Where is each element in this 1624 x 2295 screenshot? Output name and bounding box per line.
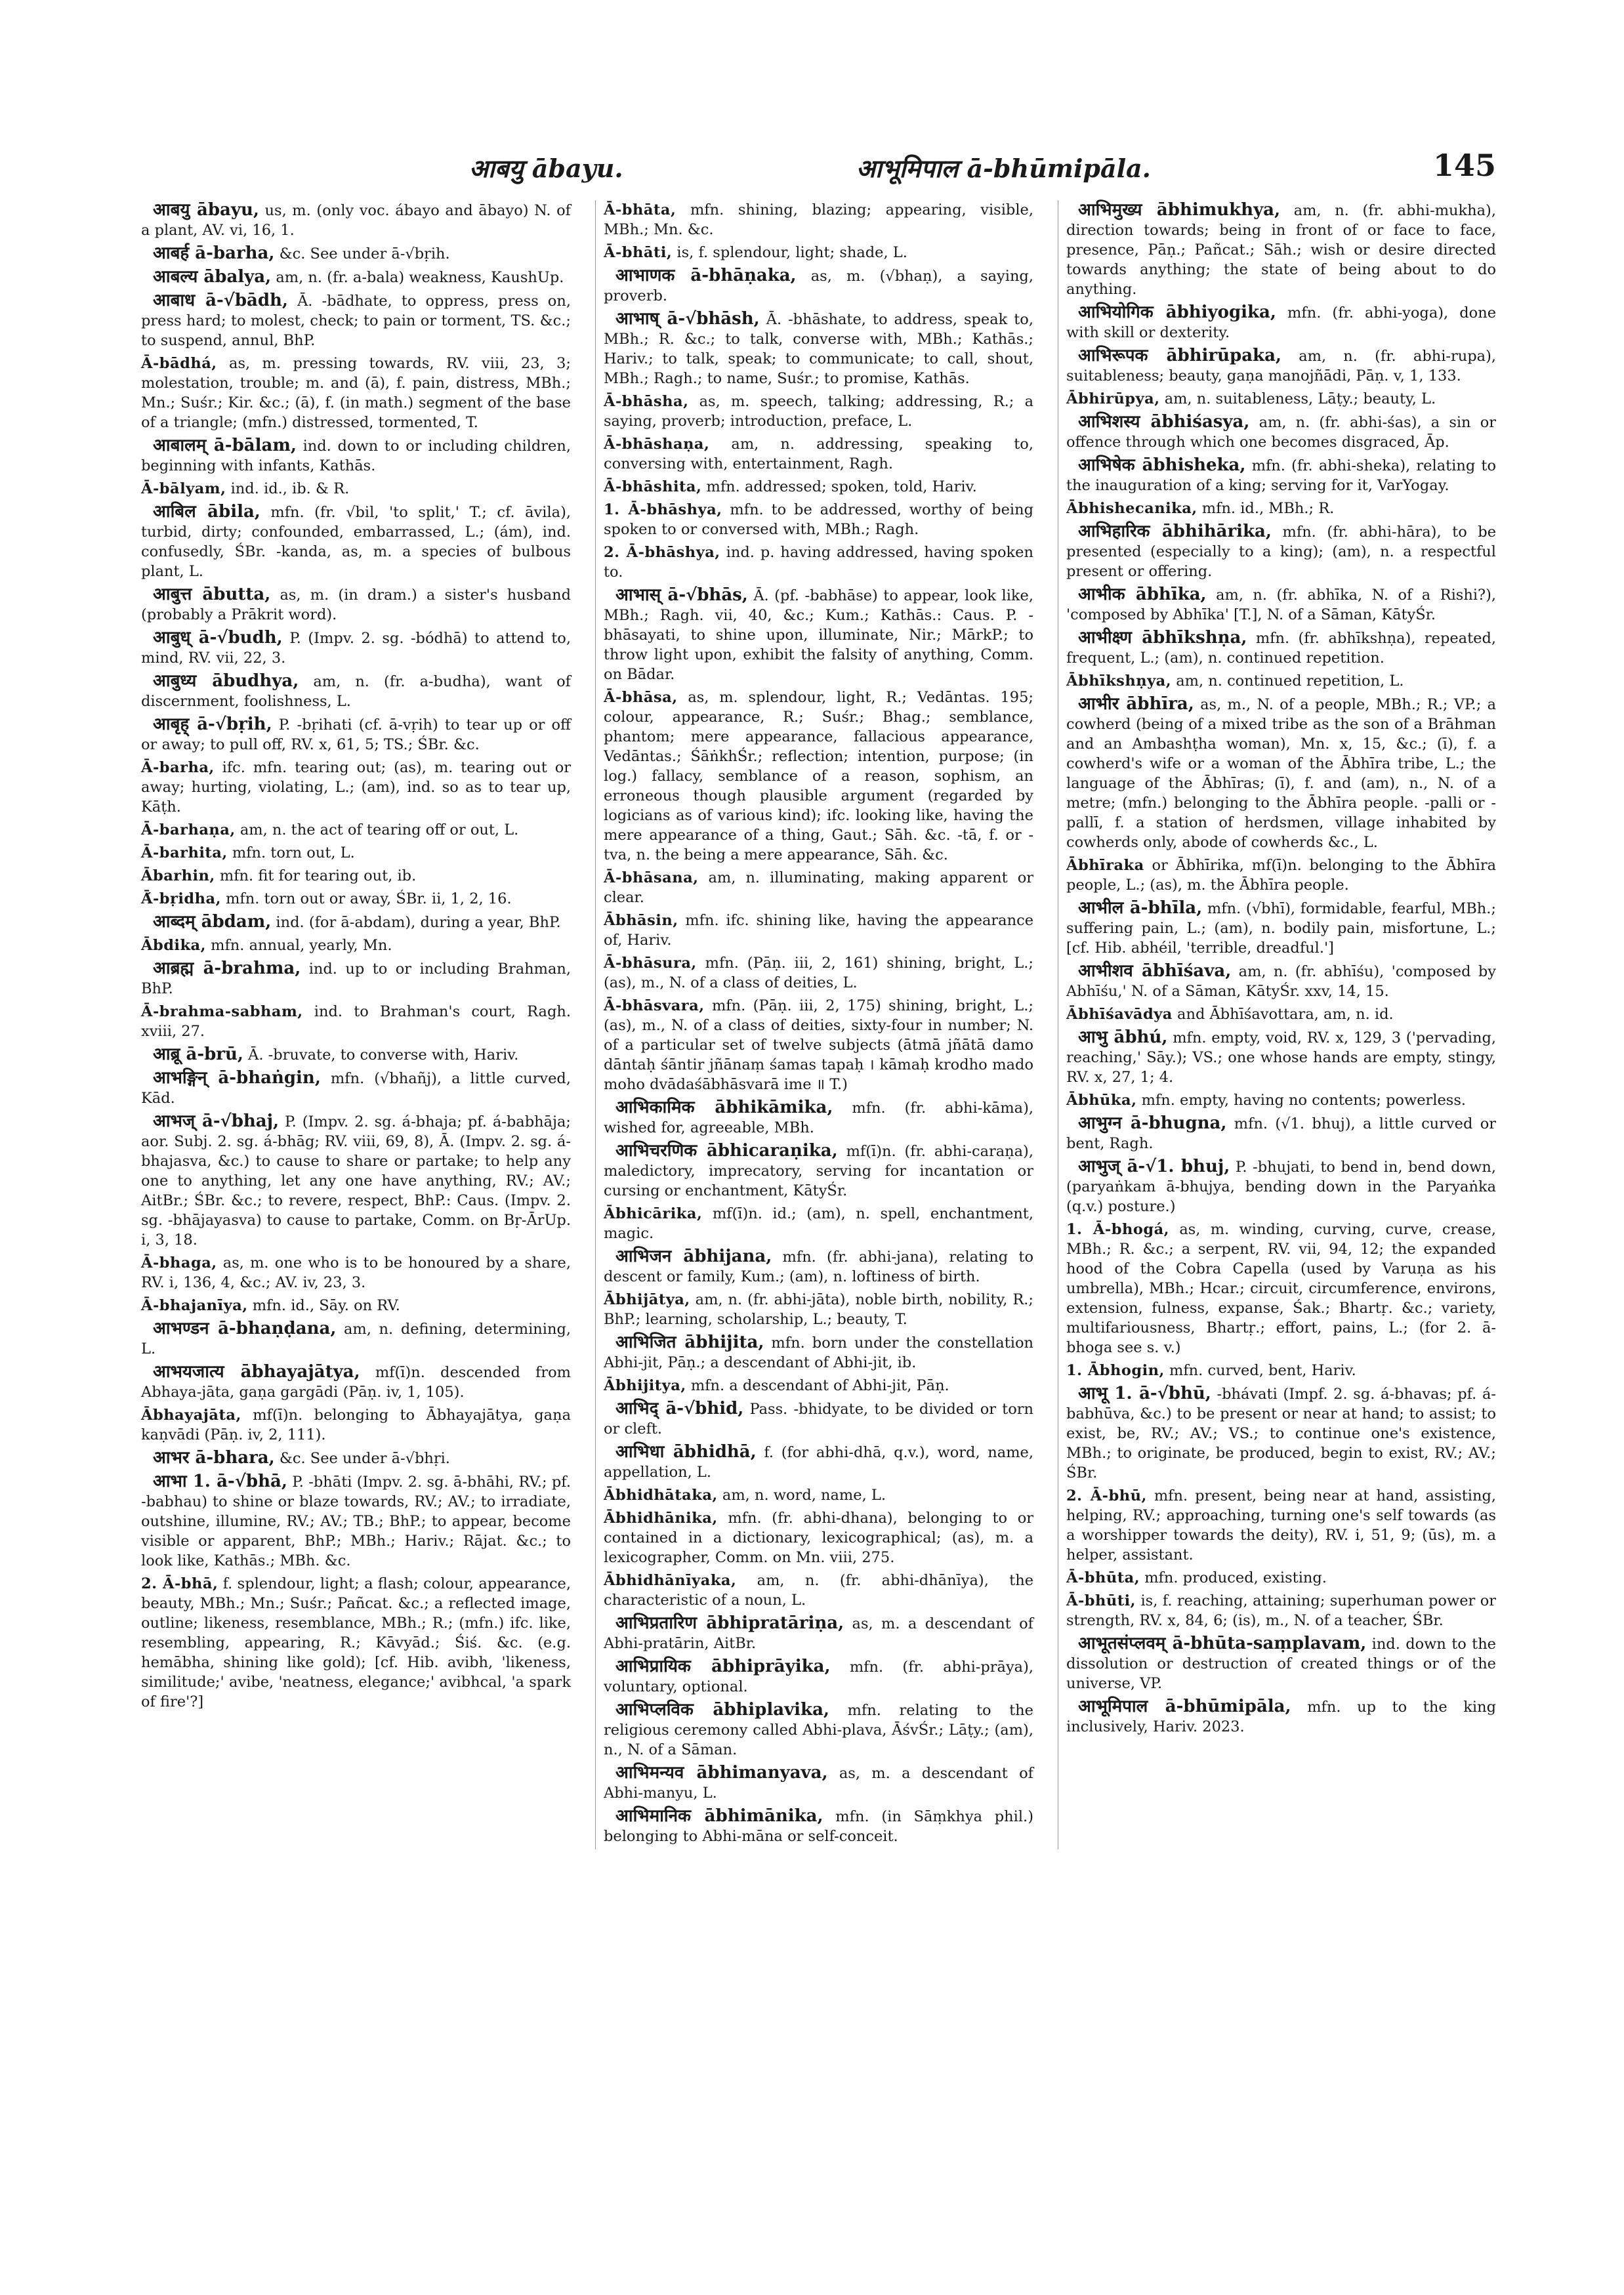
entry-headword: आभियोगिक ābhiyogika, <box>1078 302 1276 322</box>
entry-definition: ind. p. having addressed, having spoken to. <box>604 544 1033 581</box>
header-right-guideword: आभूमिपाल ā-bhūmipāla. <box>856 154 1151 183</box>
entry-headword: आभिशस्य ābhiśasya, <box>1078 412 1250 432</box>
entry-definition: as, m. (√bhaṇ), a saying, proverb. <box>604 268 1033 304</box>
entry-definition: ind. (for ā-abdam), during a year, BhP. <box>276 914 561 931</box>
dictionary-entry <box>604 1763 1033 1803</box>
entry-definition: P. (Impv. 2. sg. -bódhā) to attend to, mind, RV. vii, 22, 3. <box>141 630 572 667</box>
entry-headword: Ābhayajāta, <box>141 1407 241 1424</box>
entry-headword: Ābhīkshṇya, <box>1066 672 1172 690</box>
column-3 <box>1058 200 1496 1850</box>
dictionary-entry <box>141 502 571 581</box>
dictionary-entry <box>1066 1486 1496 1565</box>
entry-definition: ifc. mfn. tearing out; (as), m. tearing out or away; hurting, violating, L.; (am), ind. so as to tear up, Kāṭh. <box>141 759 571 816</box>
entry-definition: mfn. (in Sāṃkhya phil.) belonging to Abhi-māna or self-conceit. <box>604 1808 1033 1845</box>
entry-definition: am, n. suitableness, Lāṭy.; beauty, L. <box>1164 390 1436 407</box>
entry-definition: ind. down to or including children, beginning with infants, Kathās. <box>141 438 571 474</box>
dictionary-entry <box>1066 455 1496 495</box>
entry-headword: Ā-bhāsvara, <box>604 997 705 1014</box>
entry-definition: mfn. (Pāṇ. iii, 2, 175) shining, bright, L.; (as), m., N. of a class of deities, sixty-four in number; N. of a particular set of twelve subjects (ātmā jñātā damo dāntaḥ śāntir jñānaṃ śamas tapaḥ । kāmaḥ krodho mado moho dvādaśābhāsvarā ime ॥ T.) <box>604 997 1033 1093</box>
entry-headword: आबल्य ābalya, <box>153 267 272 287</box>
dictionary-entry <box>141 1574 571 1712</box>
dictionary-entry <box>141 1044 571 1065</box>
entry-headword: 2. Ā-bhāshya, <box>604 544 720 561</box>
dictionary-entry <box>141 436 571 476</box>
dictionary-entry <box>1066 1113 1496 1153</box>
entry-definition: am, n. (fr. abhīśu), 'composed by Abhīśu,' N. of a Sāman, KātyŚr. xxv, 14, 15. <box>1066 963 1496 1000</box>
entry-headword: Ābhijitya, <box>604 1377 686 1394</box>
dictionary-entry <box>604 1098 1033 1138</box>
entry-definition: mfn. shining, blazing; appearing, visible, MBh.; Mn. &c. <box>604 201 1033 238</box>
dictionary-entry <box>1066 1568 1496 1588</box>
dictionary-entry <box>1066 1361 1496 1380</box>
entry-headword: 1. Ā-bhāshya, <box>604 501 722 518</box>
entry-headword: आभिमानिक ābhimānika, <box>615 1806 823 1826</box>
entry-definition: Ā. -bādhate, to oppress, press on, press hard; to molest, check; to pain or torment, TS. &c.; to suspend, annul, BhP. <box>141 293 571 349</box>
entry-definition: as, m. pressing towards, RV. viii, 23, 3; molestation, trouble; m. and (ā), f. pain, distress, MBh.; Mn.; Suśr.; Kir. &c.; (ā), f. (in math.) segment of the base of a triangle; (mfn.) distressed, tormented, T. <box>141 355 571 431</box>
entry-definition: am, n. (fr. abhi-rupa), suitableness; beauty, gaṇa manojñādi, Pāṇ. v, 1, 133. <box>1066 348 1497 384</box>
dictionary-entry <box>141 843 571 863</box>
dictionary-entry <box>1066 1027 1496 1087</box>
entry-definition: mfn. id., Sāy. on RV. <box>252 1297 400 1314</box>
entry-headword: Ābdika, <box>141 937 206 954</box>
dictionary-entry <box>604 392 1033 431</box>
entry-headword: आभीर ābhīra, <box>1078 694 1194 714</box>
entry-definition: mfn. (fr. abhīkshṇa), repeated, frequent, L.; (am), n. continued repetition. <box>1066 630 1497 667</box>
entry-definition: mfn. (fr. abhi-yoga), done with skill or dexterity. <box>1066 304 1497 341</box>
entry-headword: आभिप्रायिक ābhiprāyika, <box>615 1657 831 1676</box>
entry-headword: आबुध्य ābudhya, <box>153 671 299 691</box>
entry-definition: mfn. (fr. abhi-hāra), to be presented (especially to a king); (am), n. a respectful present or offering. <box>1066 524 1497 580</box>
entry-headword: Ābhīraka <box>1066 857 1144 874</box>
dictionary-entry <box>604 200 1033 239</box>
entry-headword: आब्रू ā-brū, <box>153 1044 243 1064</box>
entry-definition: mfn. id., MBh.; R. <box>1201 500 1335 517</box>
entry-definition: mf(ī)n. (fr. abhi-caraṇa), maledictory, imprecatory, serving for incantation or cursing or enchantment, KātyŚr. <box>604 1143 1033 1199</box>
entry-definition: as, m. speech, talking; addressing, R.; a saying, proverb; introduction, preface, L. <box>604 393 1033 430</box>
entry-headword: आभू 1. ā-√bhū, <box>1078 1384 1211 1403</box>
entry-headword: Ā-bhāshaṇa, <box>604 436 710 453</box>
dictionary-entry <box>1066 412 1496 452</box>
dictionary-entry <box>1066 1384 1496 1483</box>
dictionary-entry <box>141 1111 571 1250</box>
entry-definition: as, m. winding, curving, curve, crease, MBh.; R. &c.; a serpent, RV. vii, 94, 12; the expanded hood of the Cobra Capella (used by Varuṇa as his umbrella), MBh.; Hcar.; circuit, circumference, environs, extension, fulness, expanse, Śak.; Bhartṛ. &c.; variety, multifariousness, Bhartṛ.; effort, pains, L.; (for 2. ā-bhoga see s. v.) <box>1066 1221 1496 1356</box>
dictionary-entry <box>604 1376 1033 1396</box>
dictionary-entry <box>604 953 1033 993</box>
entry-definition: ind. up to or including Brahman, BhP. <box>141 961 572 997</box>
dictionary-entry <box>141 354 571 432</box>
entry-definition: am, n. (fr. abhīka, N. of a Rishi?), 'composed by Abhīka' [T.], N. of a Sāman, KātyŚr. <box>1066 587 1497 623</box>
dictionary-entry <box>1066 200 1496 299</box>
entry-definition: -bhávati (Impf. 2. sg. á-bhavas; pf. á-babhūva, &c.) to be present or near at hand; to assist; to exist, be, RV.; AV.; VS.; to continue one's existence, MBh.; to originate, be produced, begin to exist, RV.; AV.; ŚBr. <box>1066 1386 1496 1481</box>
entry-definition: as, m., N. of a people, MBh.; R.; VP.; a cowherd (being of a mixed tribe as the son of a Brāhman and an Ambashṭha woman), Mn. x, 15, &c.; (ī), f. a cowherd's wife or a woman of the Ābhīra tribe, L.; the language of the Ābhīras; (ī), f. and (am), n., N. of a metre; (mfn.) belonging to the Ābhīra people. -palli or -pallī, f. a station of herdsmen, village inhabited by cowherds only, abode of cowherds &c., L. <box>1066 696 1496 851</box>
entry-headword: आभर ā-bhara, <box>153 1448 275 1468</box>
dictionary-entry <box>1066 585 1496 625</box>
entry-definition: as, m. splendour, light, R.; Vedāntas. 195; colour, appearance, R.; Suśr.; Bhag.; semblance, phantom; mere appearance, fallacious appearance, Vedāntas.; ŚāṅkhŚr.; reflection; intention, purpose; (in log.) fallacy, semblance of a reason, sophism, an erroneous though plausible argument (regarded by logicians as of various kind); ifc. looking like, having the mere appearance of a thing, Gaut.; Sāh. &c. -tā, f. or -tva, n. the being a mere appearance, Sāh. &c. <box>604 689 1034 863</box>
entry-headword: आभिचरणिक ābhicaraṇika, <box>615 1141 838 1161</box>
entry-headword: Ā́-bṛidha, <box>141 890 221 907</box>
dictionary-entry <box>604 243 1033 262</box>
entry-definition: mfn. (√bhañj), a little curved, Kād. <box>141 1070 571 1107</box>
entry-definition: f. splendour, light; a flash; colour, appearance, beauty, MBh.; Mn.; Suśr.; Pañcat. &c.; a reflected image, outline; likeness, resemblance, MBh.; R.; (mfn.) ifc. like, resembling, appearing, R.; Kāvyād.; Śiś. &c. (e.g. hemābha, shining like gold); [cf. Hib. avibh, 'likeness, similitude;' avibe, 'neatness, elegance;' avibhcal, 'a spark of fire'?] <box>141 1575 572 1710</box>
dictionary-entry <box>1066 856 1496 895</box>
entry-definition: Ā. -bruvate, to converse with, Hariv. <box>248 1046 519 1064</box>
entry-headword: Ā-bhāti, <box>604 244 673 261</box>
dictionary-entry <box>141 1472 571 1571</box>
entry-headword: आभिमन्यव ābhimanyava, <box>615 1763 828 1783</box>
entry-headword: Ā-bhāsha, <box>604 393 689 410</box>
column-1 <box>141 200 571 1850</box>
entry-definition: as, m. a descendant of Abhi-manyu, L. <box>604 1765 1034 1802</box>
entry-headword: 1. Ābhogin, <box>1066 1362 1165 1379</box>
entry-headword: आबर्ह ā-barha, <box>153 243 275 263</box>
entry-definition: as, m. (in dram.) a sister's husband (probably a Prākrit word). <box>141 587 571 623</box>
entry-headword: 1. Ā-bhogá, <box>1066 1221 1170 1238</box>
dictionary-entry <box>604 1247 1033 1287</box>
entry-definition: mfn. produced, existing. <box>1144 1569 1327 1586</box>
entry-definition: &c. See under ā-√bhṛi. <box>279 1450 450 1467</box>
dictionary-entry <box>604 543 1033 582</box>
dictionary-entry <box>141 479 571 499</box>
dictionary-entry <box>604 500 1033 539</box>
entry-headword: Ā-bhāsura, <box>604 955 697 972</box>
dictionary-entry <box>1066 499 1496 518</box>
entry-definition: mf(ī)n. descended from Abhaya-jāta, gaṇa gargādi (Pāṇ. iv, 1, 105). <box>141 1364 571 1401</box>
dictionary-entry <box>1066 1090 1496 1110</box>
entry-headword: Ā-barha, <box>141 759 215 776</box>
entry-definition: P. -bhāti (Impv. 2. sg. ā-bhāhi, RV.; pf. -babhau) to shine or blaze towards, RV.; AV.; to irradiate, outshine, illumine, RV.; AV.; TB.; BhP.; to appear, become visible or apparent, BhP.; MBh.; Hariv.; Rājat. &c.; to look like, Kathās.; MBh. &c. <box>141 1474 571 1569</box>
dictionary-entry <box>1066 389 1496 409</box>
entry-definition: P. -bṛihati (cf. ā-vṛih) to tear up or off or away; to pull off, RV. x, 61, 5; TS.; ŚBr. &c. <box>141 716 571 753</box>
entry-definition: mfn. (fr. abhi-jana), relating to descent or family, Kum.; (am), n. loftiness of birth. <box>604 1249 1033 1285</box>
entry-definition: am, n. defining, determining, L. <box>141 1321 571 1357</box>
entry-headword: Ābhīśavādya <box>1066 1006 1173 1023</box>
entry-definition: Ā. (pf. -babhāse) to appear, look like, MBh.; Ragh. vii, 40, &c.; Kum.; Kathās.: Caus. P. -bhāsayati, to shine upon, illuminate, Nir.; MārkP.; to throw light upon, exhibit the falsity of anything, Comm. on Bādar. <box>604 587 1034 683</box>
dictionary-entry <box>604 309 1033 388</box>
entry-definition: Pass. -bhidyate, to be divided or torn or cleft. <box>604 1401 1033 1437</box>
entry-definition: ind. down to the dissolution or destruction of created things or of the universe, VP. <box>1066 1636 1497 1692</box>
entry-definition: mfn. relating to the religious ceremony called Abhi-plava, ĀśvŚr.; Lāṭy.; (am), n., N. of a Sāman. <box>604 1702 1033 1758</box>
entry-headword: आबालम् ā-bālam, <box>153 436 297 455</box>
entry-definition: mfn. (fr. abhi-prāya), voluntary, optional. <box>604 1659 1034 1695</box>
dictionary-entry <box>141 1405 571 1445</box>
entry-headword: आभज् ā-√bhaj, <box>153 1111 280 1131</box>
header-left-guideword: आबयु ābayu. <box>469 154 623 183</box>
entry-headword: Ā-brahma-sabham, <box>141 1003 303 1020</box>
entry-definition: is, f. reaching, attaining; superhuman power or strength, RV. x, 84, 6; (is), m., N. of a teacher, ŚBr. <box>1066 1592 1497 1629</box>
entry-definition: mfn. (√bhī), formidable, fearful, MBh.; suffering pain, L.; (am), n. bodily pain, misfortune, L.; [cf. Hib. abhéil, 'terrible, dreadful.'] <box>1066 900 1497 957</box>
entry-definition: mfn. addressed; spoken, told, Hariv. <box>706 478 977 495</box>
dictionary-entry <box>141 628 571 668</box>
entry-headword: Ā-bhāshita, <box>604 478 702 495</box>
entry-headword: Ā-bhajanīya, <box>141 1297 248 1314</box>
entry-definition: mfn. (fr. abhi-sheka), relating to the inauguration of a king; serving for it, VarYogay. <box>1066 457 1496 494</box>
dictionary-entry <box>141 1448 571 1468</box>
dictionary-entry <box>604 1657 1033 1697</box>
entry-definition: Ā. -bhāshate, to address, speak to, MBh.; R. &c.; to talk, converse with, MBh.; Kathās.; Hariv.; to talk, speak; to communicate; to call, shout, MBh.; Ragh.; to name, Suśr.; to promise, Kathās. <box>604 311 1033 387</box>
entry-headword: आब्दम् ābdam, <box>153 912 272 932</box>
dictionary-entry <box>1066 302 1496 342</box>
entry-definition: mfn. to be addressed, worthy of being spoken to or conversed with, MBh.; Ragh. <box>604 501 1033 538</box>
entry-definition: mfn. torn out, L. <box>232 844 355 861</box>
dictionary-entry <box>141 1296 571 1315</box>
dictionary-entry <box>604 1485 1033 1505</box>
entry-columns <box>141 200 1496 1850</box>
entry-definition: mfn. empty, void, RV. x, 129, 3 ('pervading, reaching,' Sāy.); VS.; one whose hands are empty, stingy, RV. x, 27, 1; 4. <box>1066 1029 1496 1086</box>
dictionary-entry <box>604 585 1033 684</box>
entry-definition: ind. id., ib. & R. <box>230 480 350 497</box>
entry-headword: Ābhirūpya, <box>1066 390 1160 407</box>
dictionary-entry <box>1066 1004 1496 1024</box>
dictionary-page <box>141 141 1496 1850</box>
entry-headword: आबिल ābila, <box>153 502 260 522</box>
dictionary-entry <box>604 1442 1033 1482</box>
entry-definition: mf(ī)n. belonging to Ābhayajātya, gaṇa kaṇvādi (Pāṇ. iv, 2, 111). <box>141 1407 571 1443</box>
entry-headword: आभिमुख्य ābhimukhya, <box>1078 200 1281 220</box>
entry-headword: Ā-bālyam, <box>141 480 226 497</box>
entry-definition: am, n. addressing, speaking to, conversing with, entertainment, Ragh. <box>604 436 1033 472</box>
entry-headword: आबाध ā-√bādh, <box>153 291 288 310</box>
page-number: 145 <box>1432 148 1496 183</box>
page-header <box>141 141 1496 200</box>
entry-headword: आभिजन ābhijana, <box>615 1247 772 1266</box>
entry-headword: आबुत्त ābutta, <box>153 585 271 604</box>
entry-definition: mfn. (Pāṇ. iii, 2, 161) shining, bright, L.; (as), m., N. of a class of deities, L. <box>604 955 1033 991</box>
entry-headword: आबयु ābayu, <box>153 200 259 220</box>
dictionary-entry <box>604 1290 1033 1329</box>
entry-definition: mfn. fit for tearing out, ib. <box>219 867 417 884</box>
entry-definition: as, m. one who is to be honoured by a share, RV. i, 136, 4, &c.; AV. iv, 23, 3. <box>141 1254 572 1291</box>
entry-definition: am, n. (fr. abhi-śas), a sin or offence through which one becomes disgraced, Āp. <box>1066 414 1496 451</box>
entry-headword: Ābhishecanika, <box>1066 500 1197 517</box>
entry-definition: mfn. empty, having no contents; powerless. <box>1141 1092 1467 1109</box>
entry-headword: Ābhijātya, <box>604 1291 690 1308</box>
entry-definition: mfn. curved, bent, Hariv. <box>1169 1362 1356 1379</box>
entry-headword: आब्रह्म ā-brahma, <box>153 959 301 978</box>
entry-definition: mfn. (√1. bhuj), a little curved or bent, Ragh. <box>1066 1115 1496 1152</box>
entry-headword: आभीक ābhīka, <box>1078 585 1207 604</box>
dictionary-entry <box>141 758 571 817</box>
entry-definition: ind. to Brahman's court, Ragh. xviii, 27. <box>141 1003 571 1040</box>
entry-headword: आबुध् ā-√budh, <box>153 628 283 648</box>
entry-headword: Ābhāsin, <box>604 912 678 929</box>
dictionary-entry <box>1066 1220 1496 1357</box>
dictionary-entry <box>604 688 1033 865</box>
entry-headword: आभयजात्य ābhayajātya, <box>153 1362 360 1382</box>
column-2 <box>595 200 1033 1850</box>
entry-headword: Ā-bhaga, <box>141 1254 217 1272</box>
dictionary-entry <box>604 1508 1033 1567</box>
dictionary-entry <box>1066 346 1496 386</box>
dictionary-entry <box>141 243 571 264</box>
entry-headword: Ā-barhaṇa, <box>141 821 236 838</box>
entry-headword: आभुग्न ā-bhugna, <box>1078 1113 1227 1133</box>
dictionary-entry <box>141 291 571 350</box>
dictionary-entry <box>604 434 1033 474</box>
entry-headword: Ābhicārika, <box>604 1205 703 1222</box>
dictionary-entry <box>141 959 571 999</box>
entry-headword: Ā-bhūti, <box>1066 1592 1136 1609</box>
entry-headword: आभीक्ष्ण ābhīkshṇa, <box>1078 628 1247 648</box>
entry-definition: am, n. (fr. abhi-jāta), noble birth, nobility, R.; BhP.; learning, scholarship, L.; beauty, T. <box>604 1291 1033 1328</box>
dictionary-entry <box>604 1204 1033 1243</box>
dictionary-entry <box>141 671 571 711</box>
entry-definition: and Ābhīśavottara, am, n. id. <box>1177 1006 1394 1023</box>
entry-headword: आभा 1. ā-√bhā, <box>153 1472 287 1491</box>
dictionary-entry <box>1066 898 1496 958</box>
dictionary-entry <box>141 1362 571 1402</box>
entry-headword: आभिप्लविक ābhiplavika, <box>615 1700 829 1720</box>
entry-headword: Ā-bhāsa, <box>604 689 678 706</box>
entry-headword: आभङ्गिन् ā-bhaṅgin, <box>153 1068 321 1088</box>
dictionary-entry <box>141 820 571 840</box>
entry-headword: Ā-bhāsana, <box>604 869 699 886</box>
entry-headword: Ābhūka, <box>1066 1092 1137 1109</box>
entry-headword: Ā-bhūta, <box>1066 1569 1140 1586</box>
entry-headword: आबृह् ā-√bṛih, <box>153 714 272 734</box>
entry-headword: Ābarhin, <box>141 867 215 884</box>
dictionary-entry <box>1066 522 1496 581</box>
dictionary-entry <box>604 1700 1033 1760</box>
dictionary-entry <box>604 1806 1033 1846</box>
entry-headword: आभूतसंप्लवम् ā-bhūta-saṃplavam, <box>1078 1634 1367 1653</box>
dictionary-entry <box>141 936 571 955</box>
entry-definition: mfn. present, being near at hand, assisting, helping, RV.; approaching, turning one's self towards (as a worshipper towards the deity), RV. i, 51, 9; (ūs), m. a helper, assistant. <box>1066 1487 1497 1563</box>
dictionary-entry <box>141 1068 571 1108</box>
entry-definition: mfn. annual, yearly, Mn. <box>211 937 392 954</box>
entry-definition: us, m. (only voc. ábayo and ābayo) N. of a plant, AV. vi, 16, 1. <box>141 202 571 239</box>
dictionary-entry <box>604 1141 1033 1201</box>
entry-headword: आभाणक ā-bhāṇaka, <box>615 266 797 285</box>
dictionary-entry <box>604 911 1033 950</box>
entry-definition: mfn. (fr. abhi-kāma), wished for, agreeable, MBh. <box>604 1100 1034 1136</box>
entry-definition: mfn. ifc. shining like, having the appearance of, Hariv. <box>604 912 1034 949</box>
dictionary-entry <box>141 1253 571 1292</box>
entry-definition: P. (Impv. 2. sg. á-bhaja; pf. á-babhāja; aor. Subj. 2. sg. á-bhāg; RV. viii, 69, 8), Ā. (Impv. 2. sg. á-bhajasva, &c.) to cause to share or partake; to help any one to anything, let any one have anything, RV.; AV.; AitBr.; ŚBr. &c.; to revere, respect, BhP.: Caus. (Impv. 2. sg. -bhājayasva) to cause to partake, Comm. on Bṛ-ĀrUp. i, 3, 18. <box>141 1113 571 1249</box>
entry-definition: f. (for abhi-dhā, q.v.), word, name, appellation, L. <box>604 1444 1033 1481</box>
entry-headword: Ābhidhātaka, <box>604 1487 718 1504</box>
entry-definition: mf(ī)n. id.; (am), n. spell, enchantment, magic. <box>604 1205 1033 1242</box>
dictionary-entry <box>1066 1697 1496 1737</box>
dictionary-entry <box>141 714 571 755</box>
dictionary-entry <box>604 1333 1033 1373</box>
entry-headword: आभिधा ābhidhā, <box>615 1442 757 1462</box>
entry-definition: is, f. splendour, light; shade, L. <box>677 244 907 261</box>
entry-headword: आभिजित ābhijita, <box>615 1333 764 1352</box>
entry-definition: mfn. born under the constellation Abhi-jit, Pāṇ.; a descendant of Abhi-jit, ib. <box>604 1334 1034 1371</box>
entry-definition: or Ābhīrika, mf(ī)n. belonging to the Ābhīra people, L.; (as), m. the Ābhīra people. <box>1066 857 1497 894</box>
entry-definition: am, n. (fr. a-bala) weakness, KaushUp. <box>276 269 564 286</box>
entry-definition: mfn. (fr. √bil, 'to split,' T.; cf. āvila), turbid, dirty; confounded, embarrassed, L.; (ám), ind. confusedly, ŚBr. -kanda, as, m. a species of bulbous plant, L. <box>141 504 572 580</box>
entry-headword: आभीशव ābhīśava, <box>1078 961 1232 981</box>
entry-headword: आभिहारिक ābhihārika, <box>1078 522 1272 541</box>
dictionary-entry <box>141 200 571 240</box>
entry-headword: 2. Ā-bhū, <box>1066 1487 1147 1504</box>
dictionary-entry <box>1066 1157 1496 1216</box>
entry-headword: Ā-barhita, <box>141 844 228 861</box>
dictionary-entry <box>604 1399 1033 1439</box>
dictionary-entry <box>604 1571 1033 1610</box>
entry-headword: आभाष् ā-√bhāsh, <box>615 309 760 329</box>
entry-definition: am, n. illuminating, making apparent or clear. <box>604 869 1033 906</box>
dictionary-entry <box>1066 1634 1496 1693</box>
entry-headword: Ābhidhānika, <box>604 1510 718 1527</box>
entry-definition: mfn. (fr. abhi-dhana), belonging to or contained in a dictionary, lexicographical; (as), m. a lexicographer, Comm. on Mn. viii, 275. <box>604 1510 1033 1566</box>
entry-definition: mfn. torn out or away, ŚBr. ii, 1, 2, 16. <box>226 890 512 907</box>
dictionary-entry <box>1066 694 1496 852</box>
dictionary-entry <box>141 1319 571 1359</box>
entry-headword: आभण्डन ā-bhaṇḍana, <box>153 1319 337 1338</box>
dictionary-entry <box>604 868 1033 907</box>
dictionary-entry <box>141 267 571 287</box>
dictionary-entry <box>141 912 571 932</box>
entry-headword: Ābhidhānīyaka, <box>604 1572 737 1589</box>
entry-headword: आभिषेक ābhisheka, <box>1078 455 1246 475</box>
dictionary-entry <box>604 266 1033 306</box>
entry-headword: Ā-bādhá, <box>141 355 217 372</box>
dictionary-entry <box>1066 1591 1496 1630</box>
dictionary-entry <box>141 585 571 625</box>
dictionary-entry <box>141 866 571 886</box>
dictionary-entry <box>141 1002 571 1041</box>
entry-definition: am, n. word, name, L. <box>722 1487 886 1504</box>
entry-headword: 2. Ā-bhā, <box>141 1575 219 1592</box>
entry-headword: आभील ā-bhīla, <box>1078 898 1203 918</box>
dictionary-entry <box>1066 628 1496 668</box>
dictionary-entry <box>1066 671 1496 691</box>
entry-definition: am, n. the act of tearing off or out, L. <box>239 821 519 838</box>
entry-definition: as, m. a descendant of Abhi-pratārin, AitBr. <box>604 1615 1033 1652</box>
entry-definition: am, n. (fr. abhi-mukha), direction towards; being in front of or face to face, presence, Pāṇ.; Pañcat.; Sāh.; wish or desire directed towards anything; the state of being about to do anything. <box>1066 202 1496 298</box>
dictionary-entry <box>141 889 571 909</box>
entry-headword: आभुज् ā-√1. bhuj, <box>1078 1157 1230 1176</box>
entry-definition: am, n. (fr. abhi-dhānīya), the characteristic of a noun, L. <box>604 1572 1034 1609</box>
entry-definition: P. -bhujati, to bend in, bend down, (paryaṅkam ā-bhujya, bending down in the Paryaṅka (q.v.) posture.) <box>1066 1159 1496 1215</box>
entry-headword: आभिकामिक ābhikāmika, <box>615 1098 833 1117</box>
entry-headword: आभिद् ā-√bhid, <box>615 1399 744 1418</box>
dictionary-entry <box>604 1613 1033 1653</box>
entry-headword: आभिप्रतारिण ābhipratāriṇa, <box>615 1613 844 1633</box>
entry-headword: आभूमिपाल ā-bhūmipāla, <box>1078 1697 1291 1716</box>
entry-definition: mfn. up to the king inclusively, Hariv. 2023. <box>1066 1699 1496 1735</box>
entry-definition: mfn. a descendant of Abhi-jit, Pāṇ. <box>690 1377 949 1394</box>
entry-definition: am, n. (fr. a-budha), want of discernment, foolishness, L. <box>141 673 571 710</box>
entry-headword: आभास् ā-√bhās, <box>615 585 748 605</box>
dictionary-entry <box>604 477 1033 497</box>
entry-definition: am, n. continued repetition, L. <box>1176 672 1404 690</box>
entry-headword: आभु ābhú, <box>1078 1027 1168 1047</box>
entry-definition: &c. See under ā-√bṛih. <box>279 245 450 262</box>
entry-headword: Ā-bhāta, <box>604 201 677 218</box>
dictionary-entry <box>1066 961 1496 1001</box>
dictionary-entry <box>604 996 1033 1094</box>
entry-headword: आभिरूपक ābhirūpaka, <box>1078 346 1281 365</box>
